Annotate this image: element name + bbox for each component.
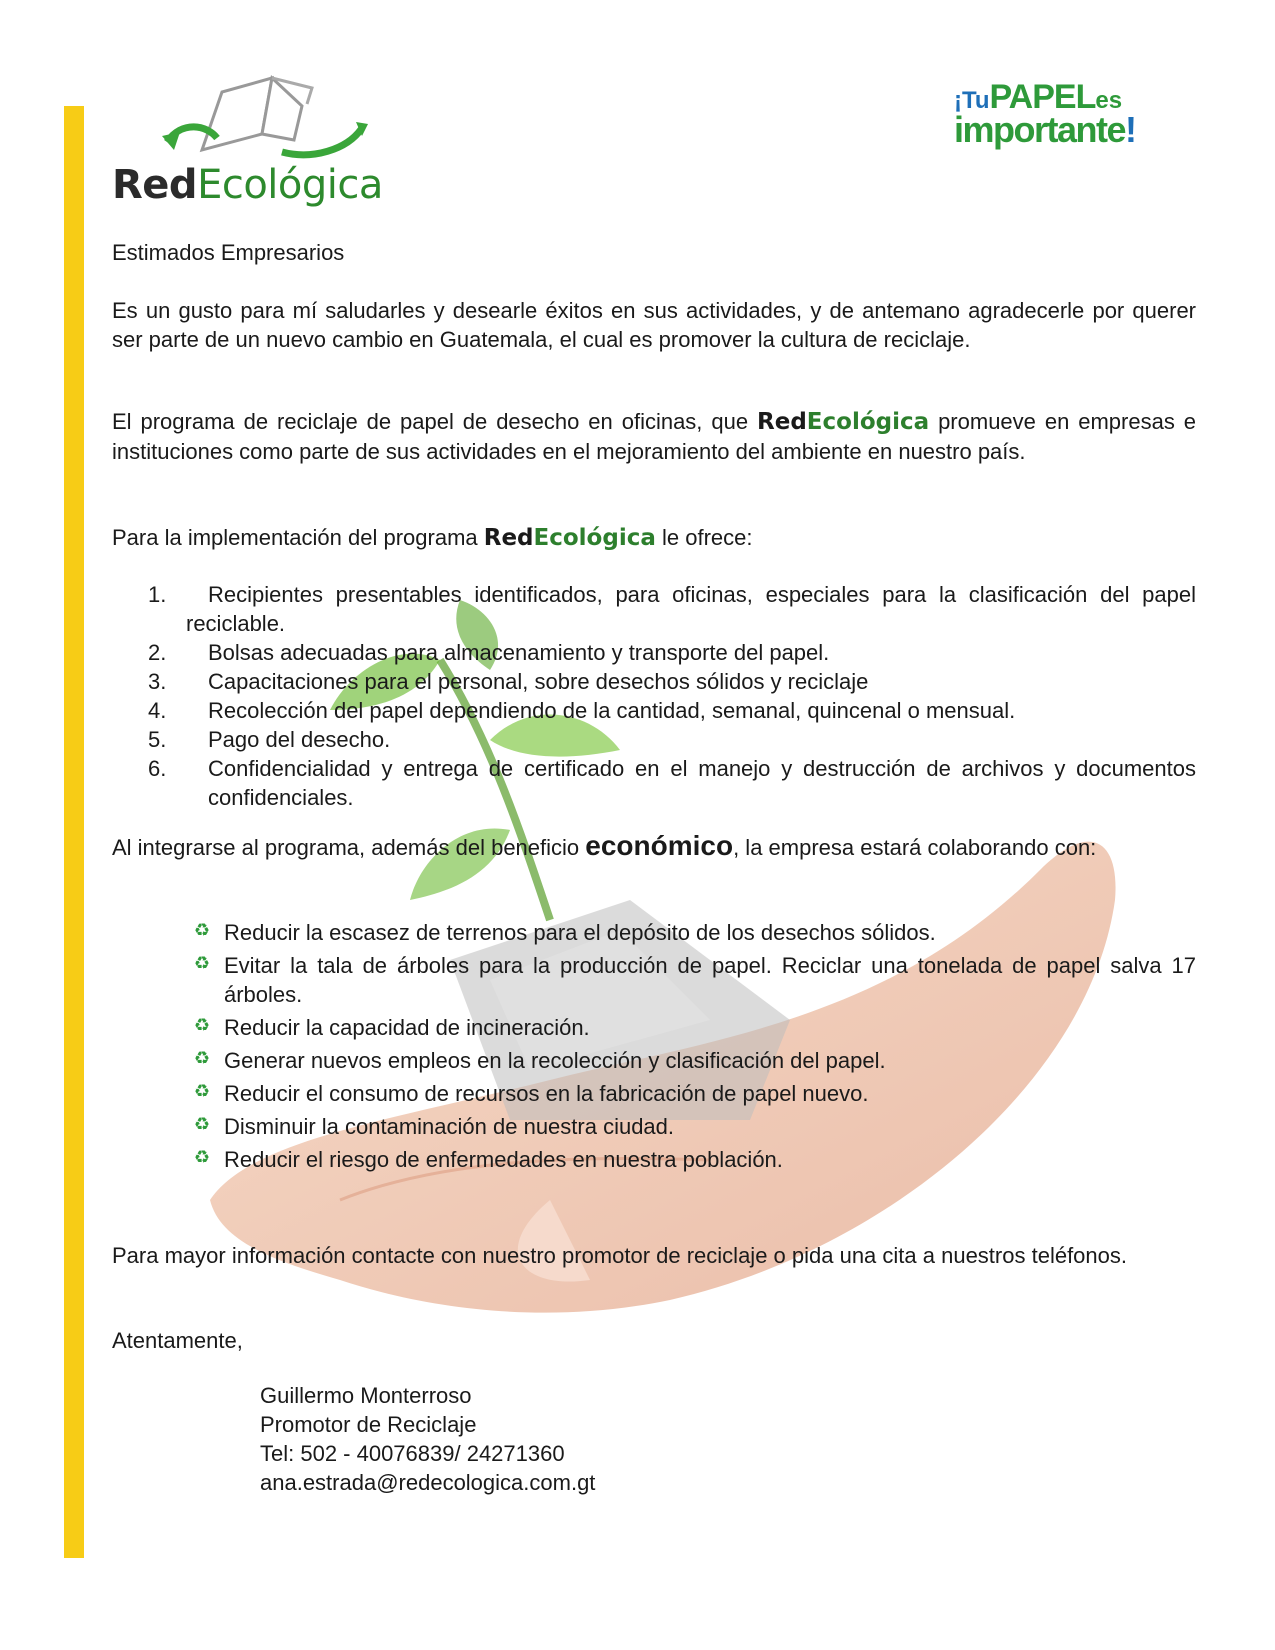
benefits-list [194, 918, 1196, 1178]
list-item: ♻ Evitar la tala de árboles para la producción de papel. Reciclar una tonelada de papel salva 17 árboles. [194, 953, 1196, 1007]
paragraph-program: El programa de reciclaje de papel de desecho en oficinas, que RedEcológica promueve en empresas e instituciones como parte de sus actividades en el mejoramiento del ambiente en nuestro país. [112, 409, 1197, 464]
recycle-icon: ♻ [194, 920, 211, 940]
list-item: 3. Capacitaciones para el personal, sobre desechos sólidos y reciclaje [148, 669, 869, 694]
paper-recycle-icon [162, 70, 382, 170]
signature-name: Guillermo Monterroso [260, 1383, 472, 1408]
list-item: ♻ Reducir el consumo de recursos en la fabricación de papel nuevo. [194, 1081, 869, 1106]
list-item: ♻ Reducir la escasez de terrenos para el depósito de los desechos sólidos. [194, 920, 936, 945]
logo-wordmark: RedEcológica [112, 162, 383, 208]
recycle-icon: ♻ [194, 1081, 211, 1101]
recycle-icon: ♻ [194, 1015, 211, 1035]
offers-list [148, 580, 1196, 812]
paragraph-benefits-intro: Al integrarse al programa, además del beneficio económico, la empresa estará colaborando con: [112, 830, 1097, 861]
recycle-icon: ♻ [194, 1114, 211, 1134]
recycle-icon: ♻ [194, 1048, 211, 1068]
list-item: ♻ Disminuir la contaminación de nuestra ciudad. [194, 1114, 675, 1139]
signature-title: Promotor de Reciclaje [260, 1412, 477, 1437]
closing: Atentamente, [112, 1328, 243, 1353]
list-item: ♻ Reducir el riesgo de enfermedades en nuestra población. [194, 1147, 783, 1172]
recycle-icon: ♻ [194, 953, 211, 973]
list-item: 2. Bolsas adecuadas para almacenamiento y transporte del papel. [148, 640, 830, 665]
accent-bar [64, 106, 84, 1558]
brand-inline: RedEcológica [483, 525, 656, 551]
greeting: Estimados Empresarios [112, 240, 345, 265]
list-item: 6. Confidencialidad y entrega de certificado en el manejo y destrucción de archivos y documentos confidenciales. [148, 756, 1196, 810]
slogan: ¡TuPAPELes importante! [954, 78, 1136, 150]
list-item: 5. Pago del desecho. [148, 727, 391, 752]
recycle-icon: ♻ [194, 1147, 211, 1167]
signature-phone: Tel: 502 - 40076839/ 24271360 [260, 1441, 565, 1466]
redecologica-logo [112, 70, 402, 210]
list-item: 4. Recolección del papel dependiendo de la cantidad, semanal, quincenal o mensual. [148, 698, 1016, 723]
paragraph-offers-intro: Para la implementación del programa RedEcológica le ofrece: [112, 525, 753, 551]
brand-inline: RedEcológica [757, 409, 930, 435]
paragraph-intro: Es un gusto para mí saludarles y desearle éxitos en sus actividades, y de antemano agradecerle por querer ser parte de un nuevo cambio en Guatemala, el cual es promover la cultura de reciclaje. [112, 298, 1196, 352]
list-item: 1. Recipientes presentables identificados, para oficinas, especiales para la clasificación del papel reciclable. [148, 582, 1196, 636]
list-item: ♻ Generar nuevos empleos en la recolección y clasificación del papel. [194, 1048, 886, 1073]
signature-email[interactable]: ana.estrada@redecologica.com.gt [260, 1470, 596, 1495]
paragraph-contact: Para mayor información contacte con nuestro promotor de reciclaje o pida una cita a nuestros teléfonos. [112, 1243, 1127, 1268]
list-item: ♻ Reducir la capacidad de incineración. [194, 1015, 590, 1040]
